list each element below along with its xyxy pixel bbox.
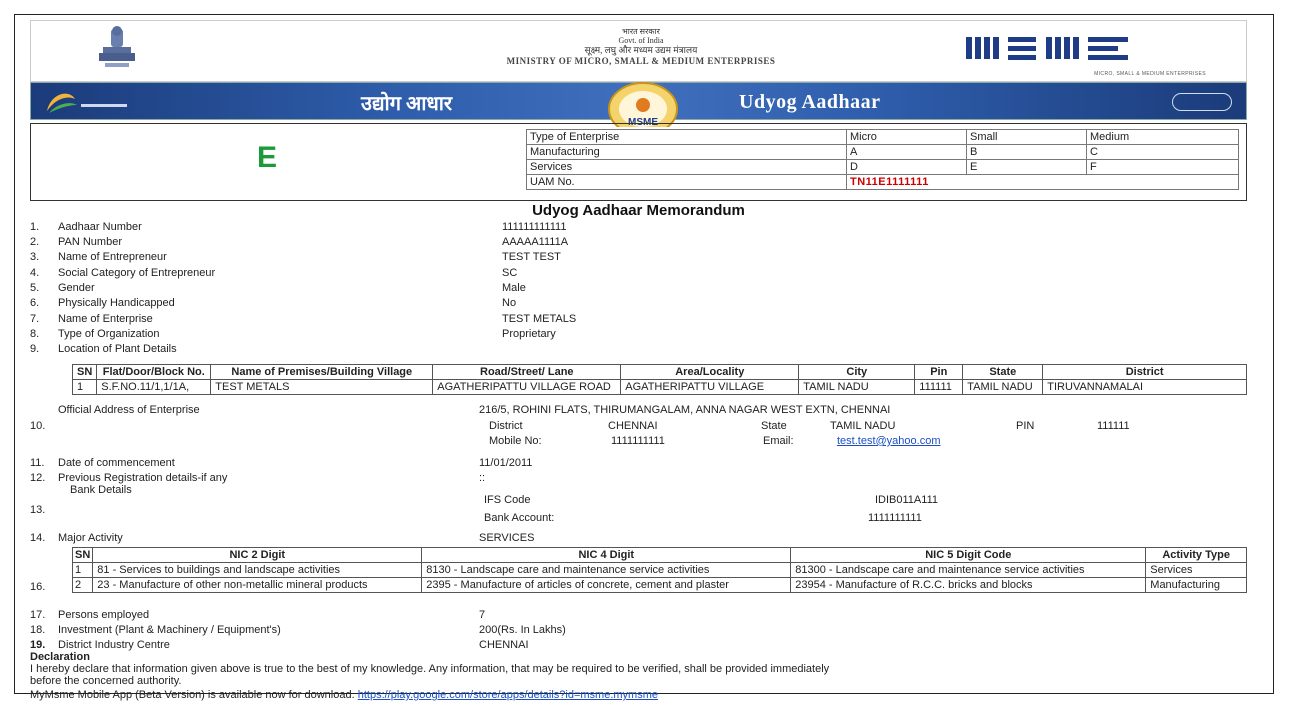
table-cell: Type of Enterprise — [527, 130, 847, 145]
national-emblem-icon — [91, 25, 143, 71]
seal-text: MSME — [628, 117, 658, 127]
table-cell: AGATHERIPATTU VILLAGE ROAD — [433, 380, 621, 395]
header-ministry: MINISTRY OF MICRO, SMALL & MEDIUM ENTERPRISES — [506, 55, 776, 66]
field-number: 11. — [30, 457, 45, 469]
field-label: Gender — [58, 282, 95, 294]
table-row — [73, 578, 1247, 593]
udyog-aadhaar-banner — [30, 82, 1247, 127]
mobile-value: 1111111111 — [611, 435, 665, 447]
table-row — [73, 563, 1247, 578]
banner-hindi-title: उद्योग आधार — [361, 93, 453, 115]
table-cell: 2395 - Manufacture of articles of concrete, cement and plaster — [422, 578, 791, 593]
official-address: 216/5, ROHINI FLATS, THIRUMANGALAM, ANNA NAGAR WEST EXTN, CHENNAI — [479, 404, 891, 416]
column-header: NIC 2 Digit — [93, 548, 422, 563]
table-cell: 1 — [73, 380, 97, 395]
table-cell: S.F.NO.11/1,1/1A, — [97, 380, 211, 395]
table-cell: C — [1087, 145, 1239, 160]
table-cell: 2 — [73, 578, 93, 593]
column-header: District — [1043, 365, 1247, 380]
column-header: City — [799, 365, 915, 380]
msme-logo-icon — [966, 31, 1196, 73]
persons-employed-value: 7 — [479, 609, 486, 621]
column-header: NIC 4 Digit — [422, 548, 791, 563]
state-value: TAMIL NADU — [830, 420, 896, 432]
table-cell: 23954 - Manufacture of R.C.C. bricks and blocks — [791, 578, 1146, 593]
column-header: Road/Street/ Lane — [433, 365, 621, 380]
commencement-value: 11/01/2011 — [479, 457, 533, 469]
activity-table — [72, 547, 1247, 593]
header-govt-of-india: Govt. of India — [618, 36, 664, 46]
state-label: State — [761, 420, 787, 432]
banner-english-title: Udyog Aadhaar — [739, 91, 881, 113]
field-label: Social Category of Entrepreneur — [58, 267, 216, 279]
table-cell: 81300 - Landscape care and maintenance service activities — [791, 563, 1146, 578]
msme-subtitle: MICRO, SMALL & MEDIUM ENTERPRISES — [1094, 71, 1206, 77]
table-header-row — [73, 548, 1247, 563]
field-number: 6. — [30, 297, 40, 309]
major-activity-label: Major Activity — [58, 532, 123, 544]
enterprise-type-table — [526, 129, 1239, 190]
bank-details-label: Bank Details — [70, 484, 132, 496]
field-number: 18. — [30, 624, 46, 636]
document-title: Udyog Aadhaar Memorandum — [532, 202, 745, 219]
field-value: 111111111111 — [502, 221, 567, 233]
investment-value: 200(Rs. In Lakhs) — [479, 624, 566, 636]
plant-location-table — [72, 364, 1247, 395]
declaration-text: I hereby declare that information given above is true to the best of my knowledge. Any information, that may be required to be verified, shall be provided immediately — [30, 663, 830, 675]
table-cell: 8130 - Landscape care and maintenance service activities — [422, 563, 791, 578]
field-value: TEST TEST — [502, 251, 561, 263]
bank-account-label: Bank Account: — [484, 512, 555, 524]
column-header: Name of Premises/Building Village — [211, 365, 433, 380]
commencement-label: Date of commencement — [58, 457, 175, 469]
official-address-label: Official Address of Enterprise — [58, 404, 200, 416]
field-label: Aadhaar Number — [58, 221, 142, 233]
field-number: 7. — [30, 313, 40, 325]
table-cell: F — [1087, 160, 1239, 175]
table-row — [527, 130, 1239, 145]
field-number: 13. — [30, 504, 46, 516]
persons-employed-label: Persons employed — [58, 609, 150, 621]
field-number: 2. — [30, 236, 40, 248]
field-number: 17. — [30, 609, 46, 621]
field-number: 8. — [30, 328, 40, 340]
column-header: Activity Type — [1146, 548, 1247, 563]
field-value: AAAAA1111A — [502, 236, 569, 248]
table-cell: 1 — [73, 563, 93, 578]
field-number: 3. — [30, 251, 40, 263]
mobile-label: Mobile No: — [489, 435, 542, 447]
table-cell: Small — [967, 130, 1087, 145]
field-number: 19. — [30, 639, 46, 651]
previous-registration-value: :: — [479, 472, 486, 484]
field-label: Name of Entrepreneur — [58, 251, 167, 263]
field-number: 1. — [30, 221, 40, 233]
table-cell: D — [847, 160, 967, 175]
banner-tag-icon — [1172, 93, 1232, 111]
table-cell: TAMIL NADU — [799, 380, 915, 395]
field-label: Name of Enterprise — [58, 313, 153, 325]
uam-number: TN11E1111111 — [847, 175, 1239, 190]
table-cell: Services — [1146, 563, 1247, 578]
field-label: Physically Handicapped — [58, 297, 175, 309]
app-download-text — [30, 688, 658, 702]
field-label: Type of Organization — [58, 328, 160, 340]
table-cell: TIRUVANNAMALAI — [1043, 380, 1247, 395]
table-cell: E — [967, 160, 1087, 175]
field-number: 5. — [30, 282, 40, 294]
header-hindi-govt: भारत सरकार — [622, 27, 660, 36]
field-label: Location of Plant Details — [58, 343, 177, 355]
field-number: 16. — [30, 581, 46, 593]
district-value: CHENNAI — [608, 420, 658, 432]
table-cell: TEST METALS — [211, 380, 433, 395]
district-industry-centre-value: CHENNAI — [479, 639, 529, 651]
table-row — [527, 160, 1239, 175]
table-cell: Services — [527, 160, 847, 175]
declaration-title: Declaration — [30, 651, 90, 663]
table-cell: Micro — [847, 130, 967, 145]
table-row — [527, 145, 1239, 160]
district-industry-centre-label: District Industry Centre — [58, 639, 170, 651]
email-link[interactable]: test.test@yahoo.com — [837, 435, 941, 447]
field-value: TEST METALS — [502, 313, 577, 325]
column-header: Flat/Door/Block No. — [97, 365, 211, 380]
table-cell: 23 - Manufacture of other non-metallic mineral products — [93, 578, 422, 593]
digital-india-logo-icon — [41, 87, 141, 117]
previous-registration-label: Previous Registration details-if any — [58, 472, 228, 484]
column-header: NIC 5 Digit Code — [791, 548, 1146, 563]
field-value: SC — [502, 267, 518, 279]
field-label: PAN Number — [58, 236, 122, 248]
column-header: Area/Locality — [621, 365, 799, 380]
table-cell: A — [847, 145, 967, 160]
declaration-text: before the concerned authority. — [30, 675, 182, 687]
table-cell: Medium — [1087, 130, 1239, 145]
app-text: MyMsme Mobile App (Beta Version) is available now for download. — [30, 689, 355, 701]
header-hindi-ministry: सूक्ष्म, लघु और मध्यम उद्यम मंत्रालय — [584, 45, 698, 56]
table-cell: 81 - Services to buildings and landscape activities — [93, 563, 422, 578]
major-activity-value: SERVICES — [479, 532, 535, 544]
ifs-label: IFS Code — [484, 494, 531, 506]
table-cell: AGATHERIPATTU VILLAGE — [621, 380, 799, 395]
ifs-value: IDIB011A111 — [875, 494, 938, 506]
category-letter: E — [257, 141, 278, 174]
table-row — [527, 175, 1239, 190]
table-cell: Manufacturing — [1146, 578, 1247, 593]
msme-seal-icon — [603, 79, 683, 127]
table-cell: Manufacturing — [527, 145, 847, 160]
column-header: SN — [73, 548, 93, 563]
field-value: Male — [502, 282, 526, 294]
field-value: Proprietary — [502, 328, 556, 340]
bank-account-value: 1111111111 — [868, 512, 922, 524]
table-header-row — [73, 365, 1247, 380]
email-label: Email: — [763, 435, 794, 447]
column-header: State — [963, 365, 1043, 380]
table-row — [73, 380, 1247, 395]
app-download-link[interactable]: https://play.google.com/store/apps/details?id=msme.mymsme — [357, 689, 659, 701]
field-number: 9. — [30, 343, 40, 355]
column-header: Pin — [915, 365, 963, 380]
table-cell: B — [967, 145, 1087, 160]
field-value: No — [502, 297, 517, 309]
table-cell: 111111 — [915, 380, 963, 395]
field-number: 10. — [30, 420, 46, 432]
table-cell: TAMIL NADU — [963, 380, 1043, 395]
uam-label: UAM No. — [527, 175, 847, 190]
ministry-header — [30, 20, 1247, 82]
field-number: 12. — [30, 472, 46, 484]
field-number: 4. — [30, 267, 40, 279]
investment-label: Investment (Plant & Machinery / Equipment's) — [58, 624, 281, 636]
field-number: 14. — [30, 532, 46, 544]
udyog-aadhaar-certificate — [30, 20, 1247, 701]
column-header: SN — [73, 365, 97, 380]
pin-value: 111111 — [1097, 420, 1130, 432]
pin-label: PIN — [1016, 420, 1035, 432]
district-label: District — [489, 420, 523, 432]
enterprise-category-box — [30, 123, 1247, 201]
